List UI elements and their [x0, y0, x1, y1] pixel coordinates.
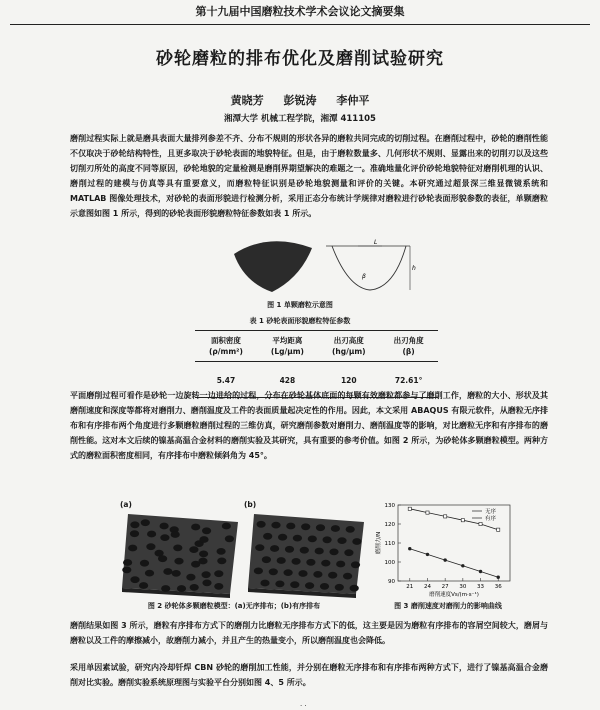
- grain-particle: [350, 585, 359, 592]
- grain-particle: [163, 568, 172, 575]
- grain-particle: [214, 583, 223, 590]
- grain-particle: [139, 582, 148, 589]
- grain-particle: [160, 523, 169, 530]
- grain-particle: [257, 521, 266, 528]
- grain-particle: [300, 547, 309, 554]
- data-point: [443, 558, 446, 561]
- grain-particle: [173, 545, 182, 552]
- grain-particle: [147, 531, 156, 538]
- grain-particle: [286, 523, 295, 530]
- data-point: [479, 570, 482, 573]
- paragraph-1: 磨削过程实际上就是磨具表面大量排列参差不齐、分布不规则的形状各异的磨粒共同完成的切削过程。在磨削过程中，砂轮的磨削性能不仅取决于砂轮结构特性，且更多取决于砂轮表面的地貌特征。但是，由于磨粒数量多、几何形状不规则、显露出来的切削刃以及这些切削刃所处的高度不同等原因，砂轮地貌的定量检测是磨削界期望解决的难题之一。准确地量化评价砂轮地貌特征对磨削机理的认识、磨削过程的建模与仿真等具有重要意义，而磨粒特征识别是砂轮地貌测量和评价的关键。本研究通过超景深三维显微镜系统和 MATLAB 图像处理技术，对砂轮的表面形貌进行检测分析，采用正态分布统计学规律对磨粒进行砂轮表面形貌参数的表征，单颗磨粒示意图如图 1 所示，得到的砂轮表面形貌磨粒特征参数如表 1 所示。: [70, 134, 548, 218]
- grain-particle: [122, 567, 131, 574]
- grain-particle: [306, 559, 315, 566]
- x-tick-label: 36: [494, 584, 502, 590]
- figure-2a-random-grains: [118, 510, 242, 598]
- y-tick-label: 110: [384, 541, 395, 547]
- author-list: [0, 92, 600, 108]
- grain-particle: [315, 548, 324, 555]
- grain-particle: [336, 561, 345, 568]
- data-point: [497, 576, 500, 579]
- figure-2b-label: (b): [244, 500, 257, 509]
- header-rule: [10, 24, 590, 25]
- grain-particle: [191, 524, 200, 531]
- y-tick-label: 130: [384, 503, 395, 509]
- table-header-cell: 出刃角度 (β): [380, 331, 438, 362]
- table-cell: 72.61°: [380, 362, 438, 398]
- paragraph-3: 磨削结果如图 3 所示，磨粒有序排布方式下的磨削力比磨粒无序排布方式下的低，这主要是因为磨粒有序排布的容屑空间较大，磨屑与磨粒以及工件的摩擦减小，故磨削力减小，并且产生的热量变小，所以磨削温度也会降低。: [70, 621, 548, 645]
- grain-particle: [177, 585, 186, 592]
- grain-particle: [301, 523, 310, 530]
- x-tick-label: 21: [406, 584, 414, 590]
- grain-particle: [222, 523, 231, 530]
- figure-2-caption: 图 2 砂轮体多颗磨粒模型：(a)无序排布；(b)有序排布: [147, 602, 321, 610]
- grain-particle: [269, 568, 278, 575]
- grain-particle: [271, 522, 280, 529]
- paragraph-4: 采用单因素试验，研究内冷却钎焊 CBN 砂轮的磨削加工性能，并分别在磨粒无序排布和有序排布两种方式下，进行了镍基高温合金磨削对比实验。磨削实验系统原理图与实验平台分别如图 4、5 所示。: [70, 663, 548, 687]
- grain-particle: [290, 581, 299, 588]
- x-tick-label: 27: [441, 584, 449, 590]
- data-point: [444, 515, 447, 518]
- grain-particle: [198, 558, 207, 565]
- data-point: [408, 507, 411, 510]
- page-mark: · ·: [300, 702, 307, 710]
- grain-particle: [278, 534, 287, 541]
- y-tick-label: 120: [384, 522, 395, 528]
- grain-particle: [285, 546, 294, 553]
- data-point: [426, 511, 429, 514]
- grain-particle: [308, 536, 317, 543]
- schematic-label-L: L: [374, 239, 378, 246]
- data-point: [426, 553, 429, 556]
- grain-particle: [254, 568, 263, 575]
- legend-label: 有序: [485, 516, 497, 522]
- table-cell: 428: [257, 362, 318, 398]
- grain-particle: [298, 570, 307, 577]
- grain-particle: [323, 536, 332, 543]
- grain-particle: [270, 545, 279, 552]
- x-tick-label: 33: [477, 584, 485, 590]
- grain-particle: [351, 561, 360, 568]
- grain-particle: [275, 581, 284, 588]
- figure-2b-ordered-grains: [244, 510, 368, 598]
- paragraph-2: 平面磨削过程可看作是砂轮一边旋转一边进给的过程，分布在砂轮基体底面的每颗有效磨粒都参与了磨削工作，磨粒的大小、形状及其磨削速度和深度等都将对磨削力、磨削温度及工件的表面质量起决定性的作用。因此，本文采用 ABAQUS 有限元软件，从磨粒无序排布和有序排布两个角度进行多颗磨粒磨削过程的三维仿真，研究磨削参数对磨削力、磨削温度等的影响，对比磨粒无序和有序排布的磨削性能。这对本文后续的镍基高温合金材料的磨削实验及其研究，具有重要的参考价值。如图 2 所示，为砂轮体多颗磨粒模型。两种方式的磨粒面积密度相同，有序排布中磨粒倾斜角为 45°。: [70, 391, 548, 460]
- grain-particle: [335, 584, 344, 591]
- figure-1-caption: 图 1 单颗磨粒示意图: [267, 301, 333, 309]
- figure-1-grain-schematic: [318, 238, 416, 296]
- grain-particle: [128, 545, 137, 552]
- grain-particle: [130, 521, 139, 528]
- grain-particle: [199, 551, 208, 558]
- legend-label: 无序: [485, 509, 497, 515]
- grain-particle: [202, 527, 211, 534]
- grain-particle: [321, 560, 330, 567]
- data-point: [461, 564, 464, 567]
- y-tick-label: 100: [384, 560, 395, 566]
- grain-particle: [217, 548, 226, 555]
- data-point: [461, 519, 464, 522]
- grain-particle: [199, 536, 208, 543]
- y-axis-label: 磨削力/N: [376, 531, 382, 555]
- grain-particle: [320, 583, 329, 590]
- grain-particle: [260, 580, 269, 587]
- grain-particle: [214, 570, 223, 577]
- affiliation: 湘潭大学 机械工程学院，湘潭 411105: [224, 114, 376, 124]
- grain-particle: [255, 544, 264, 551]
- grain-particle: [328, 572, 337, 579]
- grain-particle: [263, 533, 272, 540]
- grain-particle: [160, 534, 169, 541]
- grain-particle: [161, 585, 170, 592]
- grain-particle: [174, 558, 183, 565]
- grain-particle: [123, 559, 132, 566]
- grain-particle: [331, 525, 340, 532]
- figure-3-caption: 图 3 磨削速度对磨削力的影响曲线: [394, 602, 502, 610]
- schematic-label-beta: β: [362, 273, 366, 280]
- grain-particle: [305, 582, 314, 589]
- grain-particle: [277, 557, 286, 564]
- table-1-caption: 表 1 砂轮表面形貌磨粒特征参数: [249, 317, 351, 325]
- table-cell: 120: [318, 362, 380, 398]
- table-header-cell: 出刃高度 (hg/μm): [318, 331, 380, 362]
- grain-particle: [145, 570, 154, 577]
- grain-particle: [190, 584, 199, 591]
- grain-particle: [172, 570, 181, 577]
- grain-particle: [346, 526, 355, 533]
- table-header-cell: 平均距离 (Lg/μm): [257, 331, 318, 362]
- y-tick-label: 90: [388, 579, 395, 585]
- grain-particle: [343, 573, 352, 580]
- grain-particle: [313, 571, 322, 578]
- author-1: 黄晓芳: [230, 94, 264, 107]
- paper-title: 砂轮磨粒的排布优化及磨削试验研究: [156, 49, 444, 69]
- author-3: 李仲平: [336, 94, 370, 107]
- grain-particle: [352, 538, 361, 545]
- grain-particle: [316, 524, 325, 531]
- author-2: 彭锐涛: [283, 94, 317, 107]
- grain-particle: [186, 574, 195, 581]
- grain-particle: [292, 558, 301, 565]
- data-point: [408, 547, 411, 550]
- data-point: [497, 528, 500, 531]
- grain-particle: [130, 530, 139, 537]
- grain-particle: [329, 549, 338, 556]
- x-tick-label: 24: [423, 584, 431, 590]
- grain-particle: [141, 519, 150, 526]
- table-header-row: [195, 331, 438, 362]
- table-header-cell: 面积密度 (ρ/mm²): [195, 331, 257, 362]
- grain-particle: [217, 558, 226, 565]
- grain-particle: [293, 535, 302, 542]
- figure-2a-label: (a): [120, 500, 132, 509]
- grain-particle: [262, 556, 271, 563]
- grain-particle: [146, 543, 155, 550]
- grain-particle: [158, 555, 167, 562]
- grain-particle: [189, 546, 198, 553]
- grain-particle: [202, 580, 211, 587]
- schematic-label-h: h: [412, 265, 416, 272]
- figure-3-chart: [372, 497, 522, 603]
- x-tick-label: 30: [459, 584, 467, 590]
- grain-particle: [284, 569, 293, 576]
- grain-particle: [202, 571, 211, 578]
- series-line-2: [410, 549, 498, 578]
- data-point: [479, 522, 482, 525]
- table-cell: 5.47: [195, 362, 257, 398]
- grain-particle: [337, 537, 346, 544]
- grain-particle: [225, 535, 234, 542]
- grain-particle: [171, 531, 180, 538]
- grain-particle: [344, 549, 353, 556]
- grain-particle: [140, 560, 149, 567]
- x-axis-label: 磨削速度Vs/(m·s⁻¹): [429, 592, 479, 598]
- grain-shape: [234, 241, 312, 292]
- grain-particle: [130, 576, 139, 583]
- figure-1-grain-photo: [228, 238, 316, 296]
- running-header: 第十九届中国磨粒技术学术会议论文摘要集: [195, 5, 405, 18]
